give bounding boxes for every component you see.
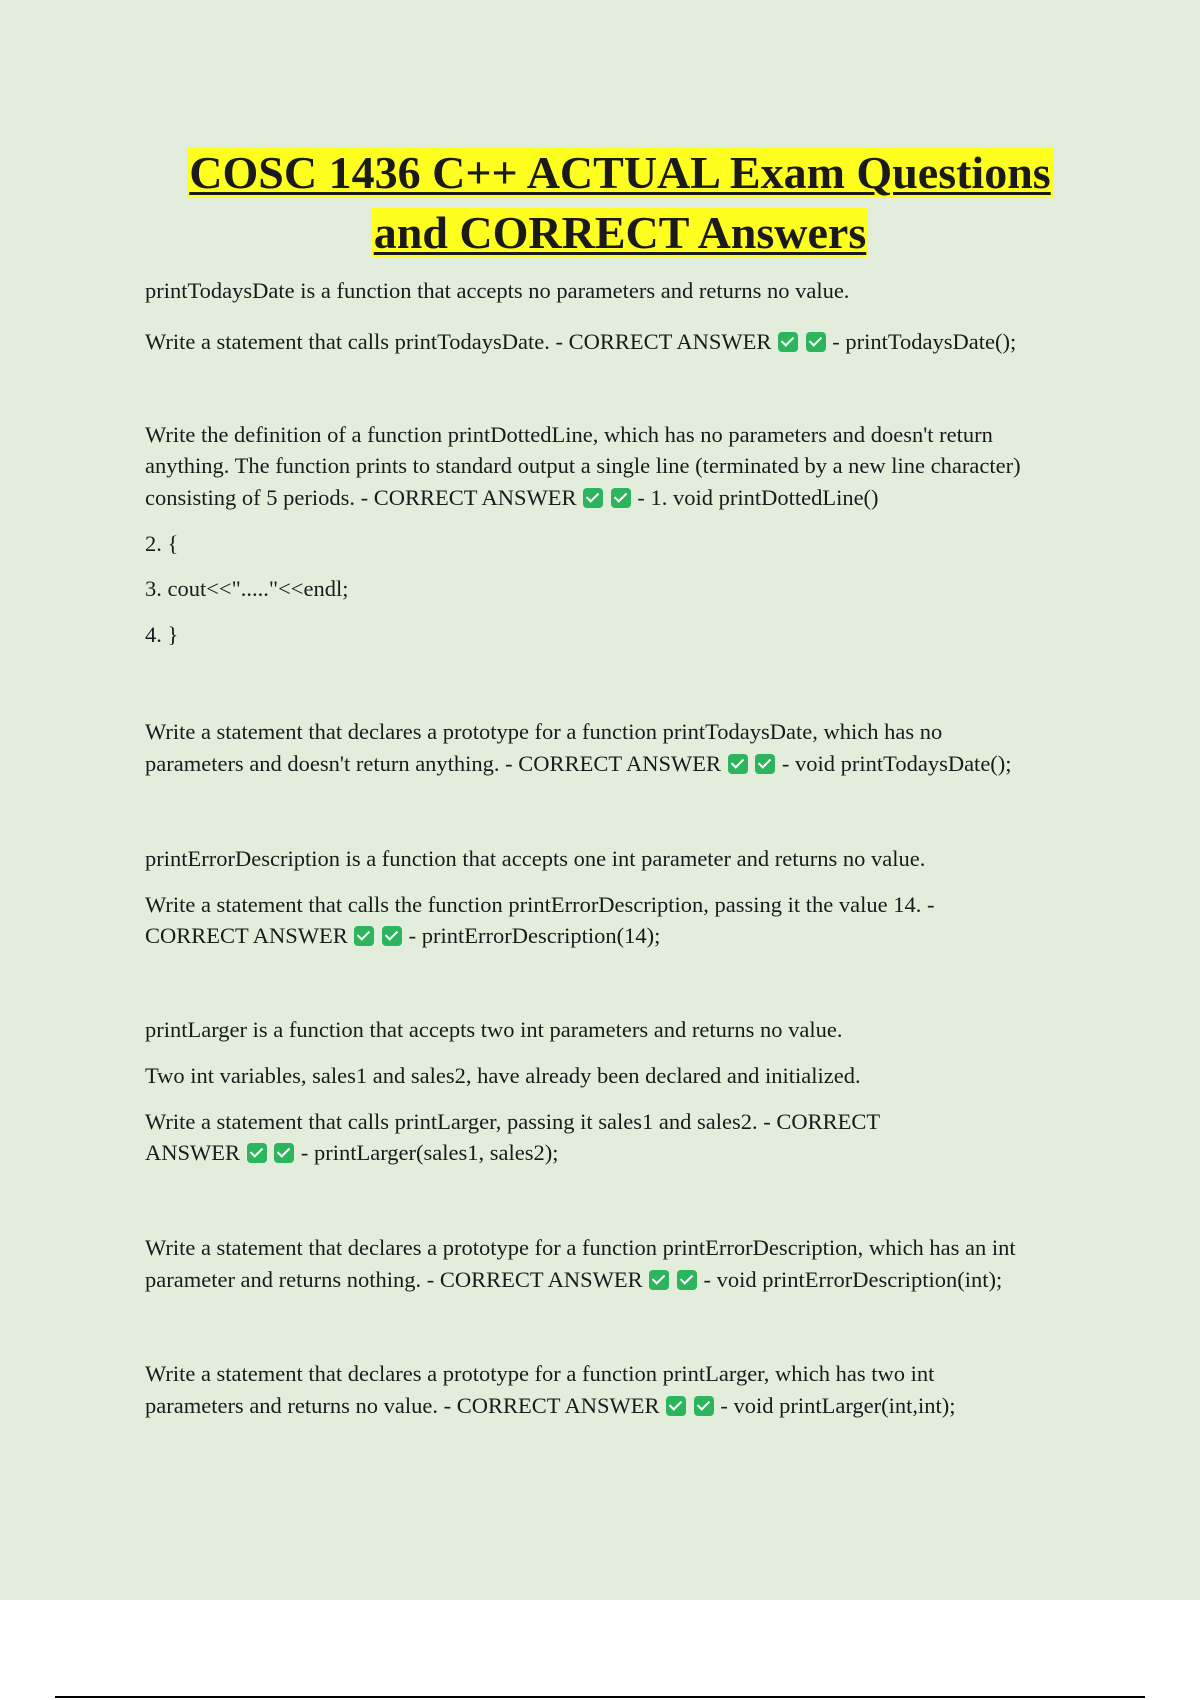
footer-divider	[55, 1696, 1145, 1698]
green-checkmark-icon	[728, 754, 748, 774]
line-text: printErrorDescription is a function that accepts one int parameter and returns no value.	[145, 846, 926, 871]
green-checkmark-icon	[247, 1143, 267, 1163]
green-checkmark-icon	[611, 488, 631, 508]
text-line	[145, 846, 925, 872]
text-line	[145, 485, 879, 511]
text-line	[145, 1361, 934, 1387]
answer-text: - void printLarger(int,int);	[720, 1393, 956, 1418]
line-text: parameters and doesn't return anything. - CORRECT ANSWER	[145, 751, 722, 776]
text-line	[145, 531, 178, 557]
line-text: Write a statement that calls the function printErrorDescription, passing it the value 14. -	[145, 892, 935, 917]
text-line	[145, 278, 849, 304]
green-checkmark-icon	[778, 332, 798, 352]
answer-text: - printTodaysDate();	[832, 329, 1017, 354]
line-text: printLarger is a function that accepts two int parameters and returns no value.	[145, 1017, 843, 1042]
text-line	[145, 1017, 842, 1043]
green-checkmark-icon	[274, 1143, 294, 1163]
text-line	[145, 329, 1016, 355]
line-text: consisting of 5 periods. - CORRECT ANSWER	[145, 485, 577, 510]
text-line	[145, 576, 348, 602]
answer-text: - printLarger(sales1, sales2);	[300, 1140, 559, 1165]
green-checkmark-icon	[755, 754, 775, 774]
line-text: 3. cout<<"....."<<endl;	[145, 576, 349, 601]
answer-text: - 1. void printDottedLine()	[637, 485, 879, 510]
green-checkmark-icon	[382, 926, 402, 946]
line-text: printTodaysDate is a function that accepts no parameters and returns no value.	[145, 278, 850, 303]
green-checkmark-icon	[694, 1396, 714, 1416]
green-checkmark-icon	[583, 488, 603, 508]
title-line-2: and CORRECT Answers	[373, 207, 867, 258]
text-line	[145, 1109, 880, 1135]
answer-text: - void printTodaysDate();	[781, 751, 1012, 776]
text-line	[145, 453, 1021, 479]
green-checkmark-icon	[666, 1396, 686, 1416]
line-text: 4. }	[145, 622, 179, 647]
text-line	[145, 422, 993, 448]
text-line	[145, 719, 942, 745]
title-line-1: COSC 1436 C++ ACTUAL Exam Questions	[189, 147, 1051, 198]
answer-text: - void printErrorDescription(int);	[703, 1267, 1003, 1292]
text-line	[145, 892, 935, 918]
green-checkmark-icon	[677, 1270, 697, 1290]
line-text: parameters and returns no value. - CORRECT ANSWER	[145, 1393, 660, 1418]
document-title	[145, 143, 1095, 263]
line-text: 2. {	[145, 531, 179, 556]
green-checkmark-icon	[649, 1270, 669, 1290]
line-text: Write a statement that declares a prototype for a function printTodaysDate, which has no	[145, 719, 943, 744]
line-text: Write a statement that calls printTodaysDate. - CORRECT ANSWER	[145, 329, 772, 354]
green-checkmark-icon	[806, 332, 826, 352]
text-line	[145, 1235, 1016, 1261]
text-line	[145, 1063, 861, 1089]
line-text: Write a statement that declares a prototype for a function printErrorDescription, which has an int	[145, 1235, 1016, 1260]
text-line	[145, 622, 178, 648]
text-line	[145, 751, 1012, 777]
text-line	[145, 1393, 956, 1419]
text-line	[145, 1267, 1002, 1293]
line-text: ANSWER	[145, 1140, 240, 1165]
line-text: Write a statement that declares a prototype for a function printLarger, which has two int	[145, 1361, 935, 1386]
answer-text: - printErrorDescription(14);	[408, 923, 661, 948]
green-checkmark-icon	[354, 926, 374, 946]
text-line	[145, 1140, 559, 1166]
text-line	[145, 923, 660, 949]
line-text: anything. The function prints to standard output a single line (terminated by a new line character)	[145, 453, 1021, 478]
line-text: parameter and returns nothing. - CORRECT ANSWER	[145, 1267, 643, 1292]
line-text: Write a statement that calls printLarger, passing it sales1 and sales2. - CORRECT	[145, 1109, 881, 1134]
line-text: CORRECT ANSWER	[145, 923, 348, 948]
line-text: Two int variables, sales1 and sales2, have already been declared and initialized.	[145, 1063, 861, 1088]
line-text: Write the definition of a function printDottedLine, which has no parameters and doesn't return	[145, 422, 993, 447]
